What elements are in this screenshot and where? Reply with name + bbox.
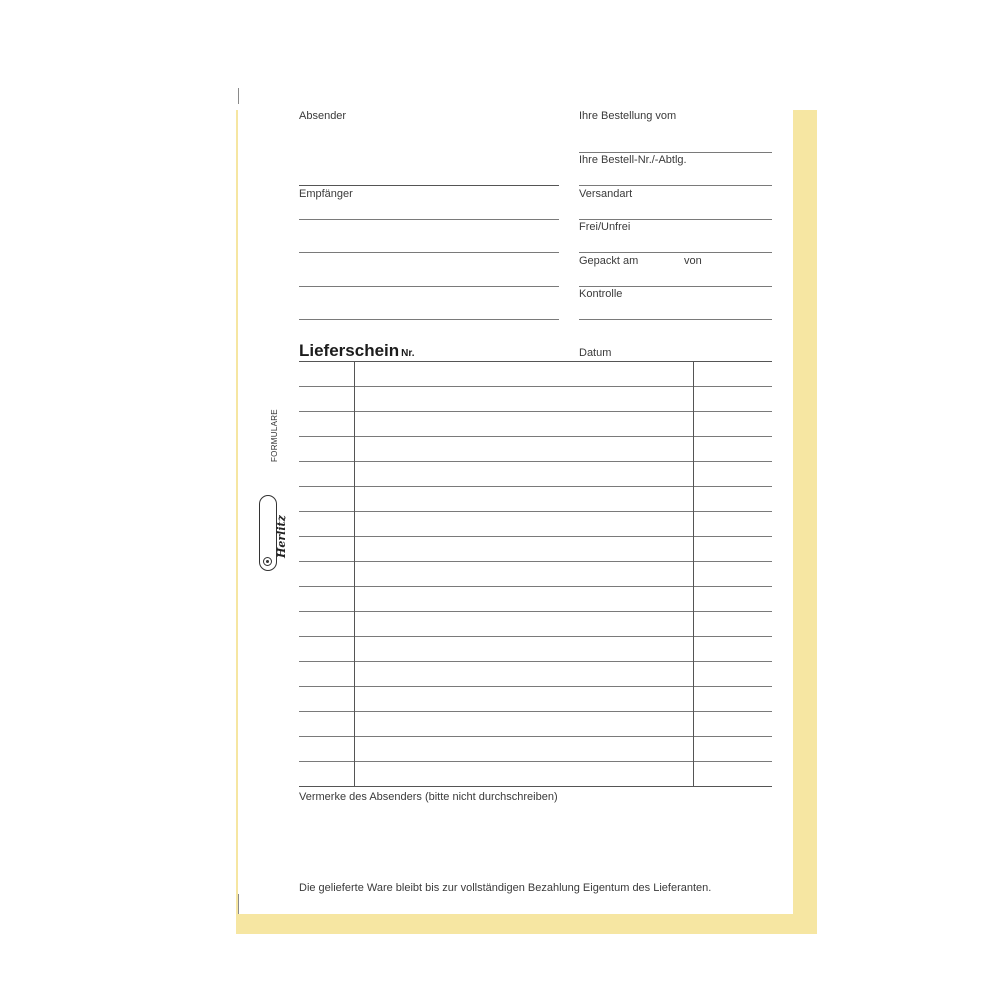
table-row-rule xyxy=(299,486,772,487)
empfaenger-label: Empfänger xyxy=(299,188,353,200)
table-row-rule xyxy=(299,386,772,387)
gepackt-am-label: Gepackt am xyxy=(579,255,639,267)
table-row-rule xyxy=(299,536,772,537)
form-sheet xyxy=(238,86,793,914)
punch-mark-bottom xyxy=(238,894,239,914)
empfaenger-line-4[interactable] xyxy=(299,319,559,320)
bestell-nr-label: Ihre Bestell-Nr./-Abtlg. xyxy=(579,154,687,166)
table-row-rule xyxy=(299,686,772,687)
table-row-rule xyxy=(299,711,772,712)
table-column-divider xyxy=(693,361,694,786)
absender-line[interactable] xyxy=(299,185,559,186)
datum-label: Datum xyxy=(579,347,612,359)
vermerke-label: Vermerke des Absenders (bitte nicht durchschreiben) xyxy=(299,791,558,803)
eigentum-notice: Die gelieferte Ware bleibt bis zur vollständigen Bezahlung Eigentum des Lieferanten. xyxy=(299,882,712,894)
punch-mark-top xyxy=(238,88,239,104)
table-row-rule xyxy=(299,761,772,762)
brand-logo-text: Herlitz xyxy=(275,515,288,558)
von-label: von xyxy=(684,255,702,267)
table-bottom-rule xyxy=(299,786,772,787)
table-row-rule xyxy=(299,461,772,462)
empfaenger-line-1[interactable] xyxy=(299,219,559,220)
title-suffix: Nr. xyxy=(401,348,415,359)
frei-unfrei-line[interactable] xyxy=(579,252,772,253)
versandart-label: Versandart xyxy=(579,188,633,200)
document-title xyxy=(299,341,415,361)
table-row-rule xyxy=(299,436,772,437)
kontrolle-label: Kontrolle xyxy=(579,288,623,300)
table-row-rule xyxy=(299,561,772,562)
title-main: Lieferschein xyxy=(299,341,400,360)
bestellung-vom-line[interactable] xyxy=(579,152,772,153)
table-row-rule xyxy=(299,736,772,737)
herlitz-logo-icon xyxy=(263,557,272,566)
bestell-nr-line[interactable] xyxy=(579,185,772,186)
versandart-line[interactable] xyxy=(579,219,772,220)
frei-unfrei-label: Frei/Unfrei xyxy=(579,221,631,233)
table-column-divider xyxy=(354,361,355,786)
absender-label: Absender xyxy=(299,110,347,122)
kontrolle-line[interactable] xyxy=(579,319,772,320)
empfaenger-line-3[interactable] xyxy=(299,286,559,287)
table-row-rule xyxy=(299,661,772,662)
empfaenger-line-2[interactable] xyxy=(299,252,559,253)
table-row-rule xyxy=(299,411,772,412)
table-row-rule xyxy=(299,611,772,612)
brand-line: FORMULARE xyxy=(270,409,279,462)
table-top-rule xyxy=(299,361,772,362)
table-row-rule xyxy=(299,511,772,512)
bestellung-vom-label: Ihre Bestellung vom xyxy=(579,110,677,122)
table-row-rule xyxy=(299,636,772,637)
table-row-rule xyxy=(299,586,772,587)
gepackt-line[interactable] xyxy=(579,286,772,287)
